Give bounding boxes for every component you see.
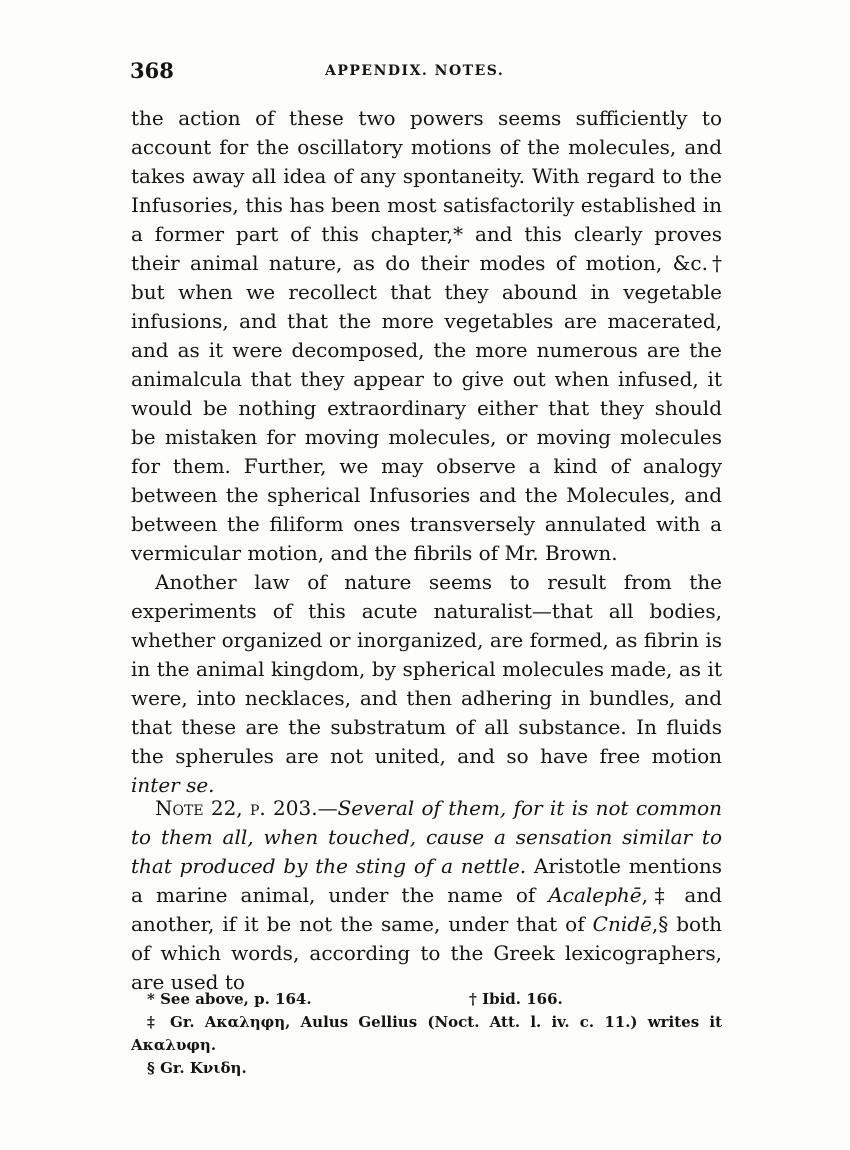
footnote-section: § Gr. Κνιδη.: [147, 1059, 247, 1077]
footnote-ref-dagger: †: [708, 251, 722, 275]
running-head: APPENDIX. NOTES.: [325, 63, 505, 79]
footnote-row-4: [131, 1057, 722, 1080]
note-term-cnide: Cnidē: [592, 912, 652, 936]
note-term-acalephe: Acalephē: [548, 883, 642, 907]
footnote-star: * See above, p. 164.: [147, 990, 312, 1008]
paragraph-2-italic: inter se.: [131, 773, 215, 797]
note-label: Note 22, p. 203.—: [155, 796, 338, 820]
footnote-dagger: † Ibid. 166.: [469, 990, 563, 1008]
paragraph-2-text: Another law of nature seems to result from the experiments of this acute naturalist—that all bodies, whether organized or inorganized, are formed, as fibrin is in the animal kingdom, by spherical molecules made, as it were, into necklaces, and then adhering in bundles, and that these are the substratum of all substance. In fluids the spherules are not united, and so have free motion: [131, 570, 722, 768]
note-mark-1: ,‡: [641, 883, 672, 907]
paragraph-1-part-b: and this clearly proves their animal nature, as do their modes of motion, &c.: [131, 222, 722, 275]
paragraph-1: [131, 104, 722, 568]
note-paragraph: [131, 794, 722, 997]
note-quote: Several of them, for it is not common to them all, when touched, cause a sensation similar to that produced by the sting of a nettle.: [131, 796, 722, 878]
paragraph-1-part-a: the action of these two powers seems sufficiently to account for the oscillatory motions of the molecules, and takes away all idea of any spontaneity. With regard to the Infusories, this has been most satisfactorily established in a former part of this chapter,: [131, 106, 722, 246]
footnotes: [131, 988, 722, 1080]
paragraph-2: [131, 568, 722, 800]
note-22: [131, 794, 722, 997]
footnote-double-dagger: ‡ Gr. Ακαληφη, Aulus Gellius (Noct. Att. l. iv. c. 11.) writes it: [147, 1013, 722, 1031]
note-text-a: Aristotle mentions a marine animal, under the name of: [131, 854, 722, 907]
paragraph-1-part-c: but when we recollect that they abound in vegetable infusions, and that the more vegetables are macerated, and as it were decomposed, the more numerous are the animalcula that they appear to give out when infused, it would be nothing extraordinary either that they should be mistaken for moving molecules, or moving molecules for them. Further, we may observe a kind of analogy between the spherical Infusories and the Molecules, and between the filiform ones transversely annulated with a vermicular motion, and the fibrils of Mr. Brown.: [131, 280, 722, 565]
main-text: [131, 104, 722, 800]
note-text-b: and another, if it be not the same, under that of: [131, 883, 722, 936]
footnote-row-1: [131, 988, 722, 1011]
footnote-row-3: [131, 1034, 722, 1057]
note-mark-2: ,§: [651, 912, 669, 936]
page-header: [130, 58, 722, 88]
footnote-row-2: [131, 1011, 722, 1034]
footnote-ref-star: *: [453, 222, 464, 246]
note-text-c: both of which words, according to the Greek lexicographers, are used to: [131, 912, 723, 994]
footnote-double-dagger-cont: Ακαλυφη.: [131, 1036, 217, 1054]
page-number: 368: [130, 58, 174, 83]
